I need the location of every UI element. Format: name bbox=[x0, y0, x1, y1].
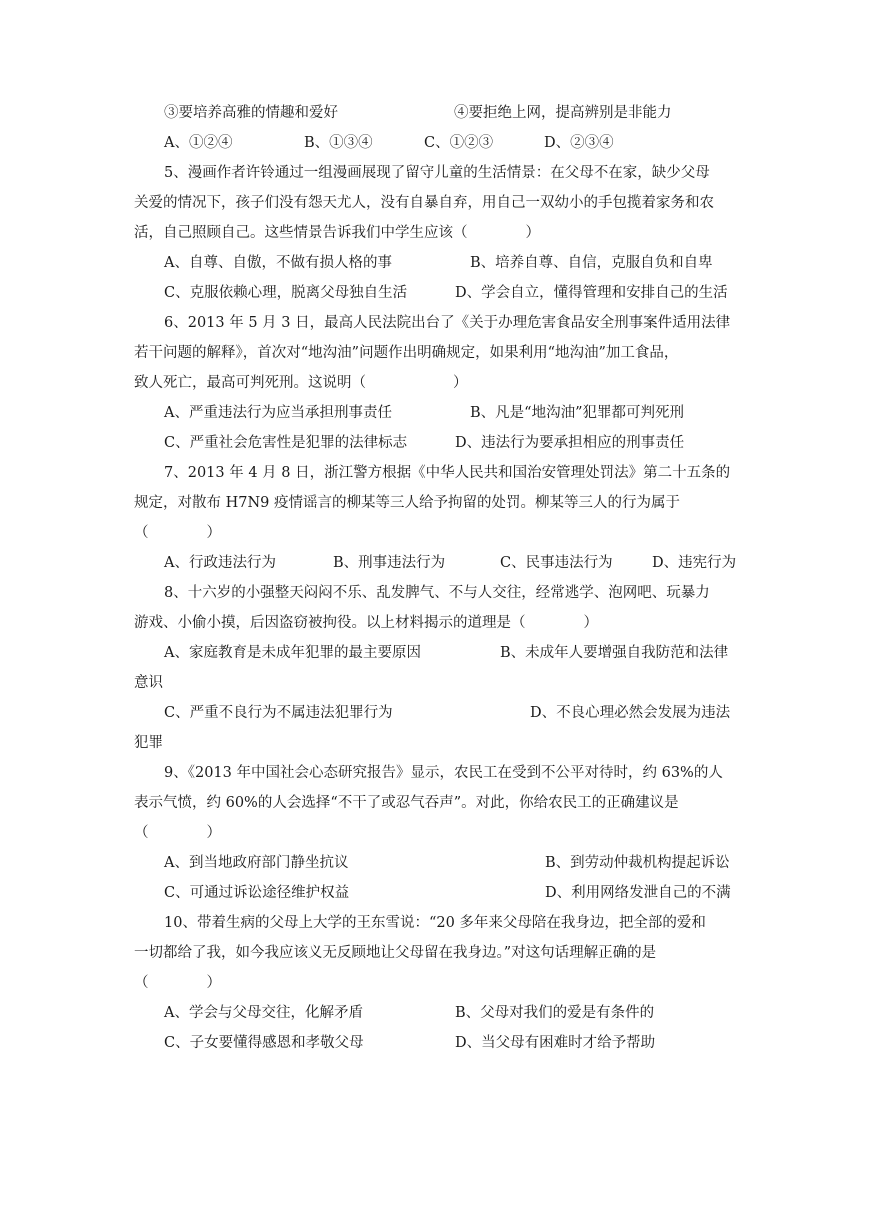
q9-stem-line: 9、《2013 年中国社会心态研究报告》显示，农民工在受到不公平对待时，约 63%的人 bbox=[164, 765, 723, 781]
q6-option-c: C、严重社会危害性是犯罪的法律标志 bbox=[164, 435, 408, 451]
q6-option-d: D、违法行为要承担相应的刑事责任 bbox=[455, 435, 685, 451]
q9-answer-blank: （ ） bbox=[134, 825, 221, 841]
q4-item-3: ③要培养高雅的情趣和爱好 bbox=[164, 105, 338, 121]
q4-option-a: A、①②④ bbox=[164, 135, 233, 151]
q7-option-c: C、民事违法行为 bbox=[500, 555, 613, 571]
q10-option-c: C、子女要懂得感恩和孝敬父母 bbox=[164, 1035, 364, 1051]
q8-option-b: B、未成年人要增强自我防范和法律 bbox=[500, 645, 729, 661]
q4-item-4: ④要拒绝上网，提高辨别是非能力 bbox=[454, 105, 672, 121]
q9-option-b: B、到劳动仲裁机构提起诉讼 bbox=[545, 855, 730, 871]
q8-option-d: D、不良心理必然会发展为违法 bbox=[530, 705, 731, 721]
q8-option-c: C、严重不良行为不属违法犯罪行为 bbox=[164, 705, 393, 721]
q8-option-a: A、家庭教育是未成年犯罪的最主要原因 bbox=[164, 645, 421, 661]
q7-option-a: A、行政违法行为 bbox=[164, 555, 276, 571]
q8-stem-line: 8、十六岁的小强整天闷闷不乐、乱发脾气、不与人交往，经常逃学、泡网吧、玩暴力 bbox=[164, 585, 710, 601]
q10-stem-line: 一切都给了我，如今我应该义无反顾地让父母留在我身边。”对这句话理解正确的是 bbox=[134, 945, 657, 961]
q10-option-a: A、学会与父母交往，化解矛盾 bbox=[164, 1005, 363, 1021]
q8-stem-line: 游戏、小偷小摸，后因盗窃被拘役。以上材料揭示的道理是（ ） bbox=[134, 615, 598, 631]
q6-stem-line: 6、2013 年 5 月 3 日，最高人民法院出台了《关于办理危害食品安全刑事案件适用法律 bbox=[164, 315, 731, 331]
q5-option-a: A、自尊、自傲，不做有损人格的事 bbox=[164, 255, 392, 271]
q9-stem-line: 表示气愤，约 60%的人会选择“不干了或忍气吞声”。对此，你给农民工的正确建议是 bbox=[134, 795, 679, 811]
q7-answer-blank: （ ） bbox=[134, 525, 221, 541]
q10-stem-line: 10、带着生病的父母上大学的王东雪说：“20 多年来父母陪在我身边，把全部的爱和 bbox=[164, 915, 706, 931]
q7-option-d: D、违宪行为 bbox=[652, 555, 737, 571]
q6-option-b: B、凡是“地沟油”犯罪都可判死刑 bbox=[470, 405, 684, 421]
q7-stem-line: 7、2013 年 4 月 8 日，浙江警方根据《中华人民共和国治安管理处罚法》第二十五条的 bbox=[164, 465, 731, 481]
q10-answer-blank: （ ） bbox=[134, 975, 221, 991]
q5-option-d: D、学会自立，懂得管理和安排自己的生活 bbox=[455, 285, 728, 301]
q9-option-a: A、到当地政府部门静坐抗议 bbox=[164, 855, 349, 871]
q5-option-b: B、培养自尊、自信，克服自负和自卑 bbox=[470, 255, 713, 271]
q4-option-b: B、①③④ bbox=[304, 135, 373, 151]
q10-option-b: B、父母对我们的爱是有条件的 bbox=[455, 1005, 655, 1021]
q9-option-c: C、可通过诉讼途径维护权益 bbox=[164, 885, 350, 901]
q6-option-a: A、严重违法行为应当承担刑事责任 bbox=[164, 405, 392, 421]
q4-option-d: D、②③④ bbox=[544, 135, 614, 151]
q5-stem-line: 5、漫画作者许铃通过一组漫画展现了留守儿童的生活情景：在父母不在家，缺少父母 bbox=[164, 165, 710, 181]
q4-option-c: C、①②③ bbox=[424, 135, 494, 151]
q5-stem-line: 关爱的情况下，孩子们没有怨天尤人，没有自暴自弃，用自己一双幼小的手包揽着家务和农 bbox=[134, 195, 714, 211]
q7-option-b: B、刑事违法行为 bbox=[333, 555, 446, 571]
q7-stem-line: 规定，对散布 H7N9 疫情谣言的柳某等三人给予拘留的处罚。柳某等三人的行为属于 bbox=[134, 495, 680, 511]
q9-option-d: D、利用网络发泄自己的不满 bbox=[545, 885, 731, 901]
q6-stem-line: 若干问题的解释》，首次对“地沟油”问题作出明确规定，如果利用“地沟油”加工食品， bbox=[134, 345, 679, 361]
q8-option-d-cont: 犯罪 bbox=[134, 735, 163, 751]
q6-stem-line: 致人死亡，最高可判死刑。这说明（ ） bbox=[134, 375, 468, 391]
q8-option-b-cont: 意识 bbox=[134, 675, 163, 691]
q10-option-d: D、当父母有困难时才给予帮助 bbox=[455, 1035, 656, 1051]
q5-option-c: C、克服依赖心理，脱离父母独自生活 bbox=[164, 285, 408, 301]
q5-stem-line: 活，自己照顾自己。这些情景告诉我们中学生应该（ ） bbox=[134, 225, 540, 241]
